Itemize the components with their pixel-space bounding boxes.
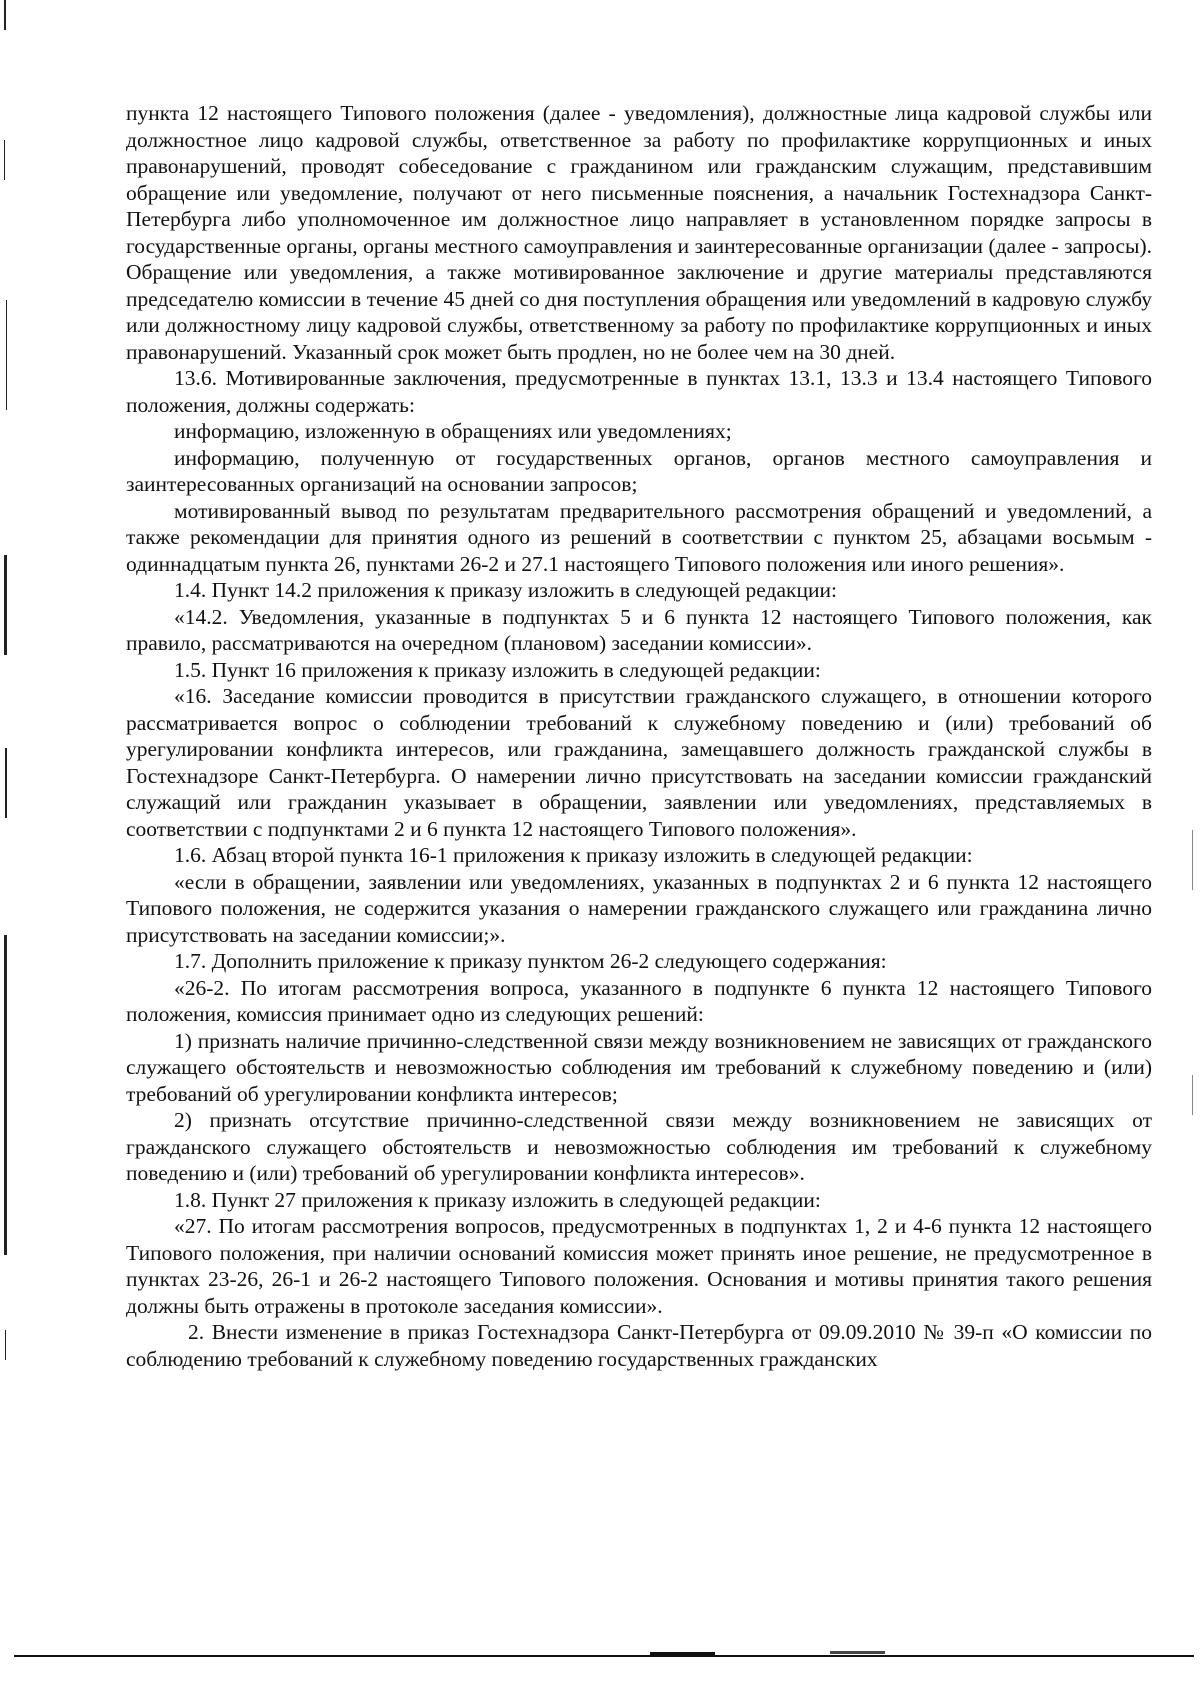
scan-artifact <box>4 140 5 180</box>
paragraph-11: «если в обращении, заявлении или уведомлениях, указанных в подпунктах 2 и 6 пункта 12 настоящего Типового положения, не содержится указания о намерении гражданского служащего или гражданина лично присутствовать на заседании комиссии;». <box>126 869 1152 947</box>
paragraph-10: 1.6. Абзац второй пункта 16-1 приложения к приказу изложить в следующей редакции: <box>174 843 973 867</box>
paragraph-9: «16. Заседание комиссии проводится в присутствии гражданского служащего, в отношении которого рассматривается вопрос о соблюдении требований к служебному поведению и (или) требований об урегулировании конфликта интересов, или гражданина, замещавшего должность гражданской службы в Гостехнадзоре Санкт-Петербурга. О намерении лично присутствовать на заседании комиссии гражданский служащий или гражданин указывает в обращении, заявлении или уведомлениях, представляемых в соответствии с подпунктами 2 и 6 пункта 12 настоящего Типового положения». <box>126 684 1152 841</box>
paragraph-1: пункта 12 настоящего Типового положения (далее - уведомления), должностные лица кадровой службы или должностное лицо кадровой службы, ответственное за работу по профилактике коррупционных и иных правонарушений, проводят собеседование с гражданином или гражданским служащим, представившим обращение или уведомление, получают от него письменные пояснения, а начальник Гостехнадзора Санкт-Петербурга либо уполномоченное им должностное лицо направляет в установленном порядке запросы в государственные органы, органы местного самоуправления и заинтересованные организации (далее - запросы). Обращение или уведомления, а также мотивированное заключение и другие материалы представляются председателю комиссии в течение 45 дней со дня поступления обращения или уведомлений в кадровую службу или должностному лицу кадровой службы, ответственному за работу по профилактике коррупционных и иных правонарушений. Указанный срок может быть продлен, но не более чем на 30 дней. <box>126 101 1152 364</box>
bottom-border-mark <box>650 1652 715 1656</box>
bottom-border-line <box>14 1655 1194 1657</box>
paragraph-7: «14.2. Уведомления, указанные в подпунктах 5 и 6 пункта 12 настоящего Типового положения, как правило, рассматриваются на очередном (плановом) заседании комиссии». <box>126 604 1152 655</box>
document-body <box>126 100 1152 1372</box>
paragraph-16: 1.8. Пункт 27 приложения к приказу изложить в следующей редакции: <box>174 1187 821 1212</box>
paragraph-2: 13.6. Мотивированные заключения, предусмотренные в пунктах 13.1, 13.3 и 13.4 настоящего Типового положения, должны содержать: <box>126 366 1152 417</box>
scan-artifact <box>5 1330 6 1360</box>
paragraph-3: информацию, изложенную в обращениях или уведомлениях; <box>174 419 732 443</box>
scan-artifact <box>4 935 7 1255</box>
paragraph-18: 2. Внести изменение в приказ Гостехнадзора Санкт-Петербурга от 09.09.2010 № 39-п «О комиссии по соблюдению требований к служебному поведению государственных гражданских <box>126 1320 1152 1371</box>
paragraph-17: «27. По итогам рассмотрения вопросов, предусмотренных в подпунктах 1, 2 и 4-6 пункта 12 настоящего Типового положения, при наличии оснований комиссия может принять иное решение, не предусмотренное в пунктах 23-26, 26-1 и 26-2 настоящего Типового положения. Основания и мотивы принятия такого решения должны быть отражены в протоколе заседания комиссии». <box>126 1214 1152 1318</box>
paragraph-12: 1.7. Дополнить приложение к приказу пунктом 26-2 следующего содержания: <box>174 949 887 973</box>
paragraph-8: 1.5. Пункт 16 приложения к приказу изложить в следующей редакции: <box>174 657 821 682</box>
bottom-border-mark <box>830 1651 885 1654</box>
scan-artifact <box>4 0 6 30</box>
paragraph-15: 2) признать отсутствие причинно-следственной связи между возникновением не зависящих от гражданского служащего обстоятельств и невозможностью соблюдения им требований к служебному поведению и (или) требований об урегулировании конфликта интересов». <box>126 1108 1152 1185</box>
scan-artifact <box>5 748 7 818</box>
paragraph-5: мотивированный вывод по результатам предварительного рассмотрения обращений и уведомлений, а также рекомендации для принятия одного из решений в соответствии с пунктом 25, абзацами восьмым - одиннадцатым пункта 26, пунктами 26-2 и 27.1 настоящего Типового положения или иного решения». <box>126 498 1152 576</box>
paragraph-14: 1) признать наличие причинно-следственной связи между возникновением не зависящих от гражданского служащего обстоятельств и невозможностью соблюдения им требований к служебному поведению и (или) требований об урегулировании конфликта интересов; <box>126 1028 1152 1106</box>
paragraph-6: 1.4. Пункт 14.2 приложения к приказу изложить в следующей редакции: <box>174 578 837 602</box>
paragraph-4: информацию, полученную от государственных органов, органов местного самоуправления и заинтересованных организаций на основании запросов; <box>126 445 1152 496</box>
scan-artifact <box>1192 830 1193 890</box>
scan-artifact <box>4 555 7 655</box>
paragraph-13: «26-2. По итогам рассмотрения вопроса, указанного в подпункте 6 пункта 12 настоящего Типового положения, комиссия принимает одно из следующих решений: <box>126 975 1152 1026</box>
scan-artifact <box>6 300 7 410</box>
scan-artifact <box>1192 1075 1193 1115</box>
